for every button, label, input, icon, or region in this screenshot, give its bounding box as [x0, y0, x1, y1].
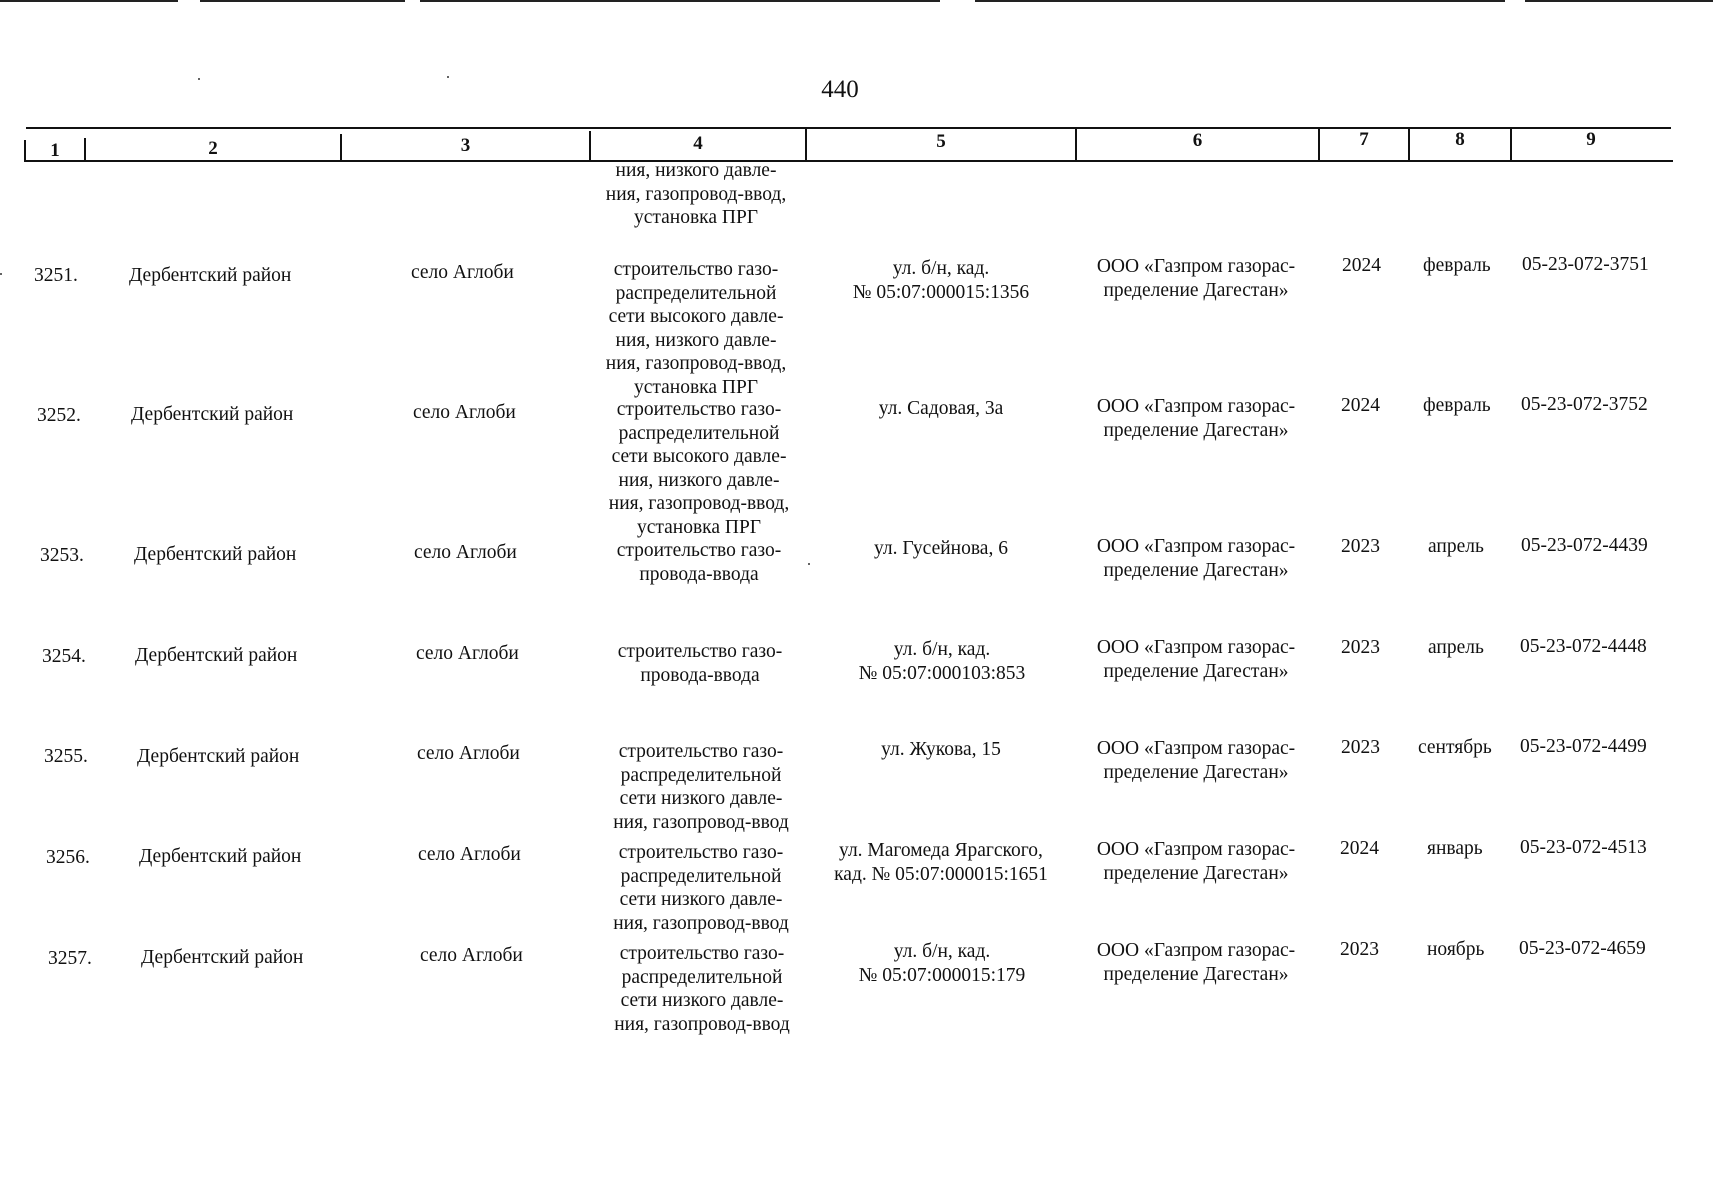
row-settlement: село Аглоби [414, 542, 517, 563]
row-settlement: село Аглоби [418, 844, 521, 865]
description-line: ния, низкого давле- [615, 329, 777, 351]
row-month: сентябрь [1418, 737, 1492, 758]
address-line: ул. Садовая, 3а [878, 398, 1004, 419]
description-line: сети высокого давле- [611, 446, 787, 467]
description-line: сети низкого давле- [620, 990, 784, 1011]
description-line: распределительной [621, 966, 783, 988]
address-line: ул. б/н, кад. [893, 639, 991, 660]
row-description [566, 258, 826, 399]
description-line: распределительной [620, 865, 782, 887]
row-district: Дербентский район [135, 645, 298, 666]
row-year: 2023 [1341, 536, 1380, 557]
address-line: ул. б/н, кад. [893, 941, 991, 962]
row-settlement: село Аглоби [416, 643, 519, 664]
column-header: 1 [50, 140, 60, 161]
row-code: 05-23-072-4448 [1520, 636, 1647, 657]
continuation-line: установка ПРГ [633, 207, 759, 228]
organization-line: пределение Дагестан» [1103, 419, 1289, 441]
scan-edge-line [975, 0, 1505, 2]
row-month: апрель [1428, 536, 1484, 557]
row-address [812, 638, 1072, 685]
row-description [571, 740, 831, 834]
organization-line: пределение Дагестан» [1103, 862, 1289, 884]
row-code: 05-23-072-3752 [1521, 394, 1648, 415]
address-line: кад. № 05:07:000015:1651 [834, 863, 1048, 885]
column-header: 8 [1455, 129, 1465, 150]
description-line: провода-ввода [639, 563, 759, 585]
row-description [569, 539, 829, 586]
description-line: ния, газопровод-ввод [613, 912, 789, 934]
row-address [811, 839, 1071, 886]
row-organization [1066, 838, 1326, 885]
row-settlement: село Аглоби [420, 945, 523, 966]
row-number: 3255. [44, 746, 88, 767]
description-line: провода-ввода [640, 664, 760, 686]
row-number: 3256. [46, 847, 90, 868]
organization-line: пределение Дагестан» [1103, 279, 1289, 301]
address-line: № 05:07:000015:1356 [852, 281, 1030, 303]
page-number: 440 [821, 76, 859, 103]
column-header: 5 [936, 131, 946, 152]
description-line: строительство газо- [613, 259, 779, 280]
row-description [571, 841, 831, 935]
row-organization [1066, 737, 1326, 784]
organization-line: ООО «Газпром газорас- [1096, 738, 1296, 759]
scan-edge-line [420, 0, 940, 2]
description-line: строительство газо- [618, 842, 784, 863]
row-organization [1066, 636, 1326, 683]
column-header: 3 [460, 135, 471, 156]
row-code: 05-23-072-4659 [1519, 938, 1646, 959]
row-month: февраль [1423, 255, 1491, 276]
row-organization [1066, 535, 1326, 582]
row-description [569, 398, 829, 539]
address-line: ул. Жукова, 15 [881, 739, 1001, 760]
row-year: 2024 [1342, 255, 1381, 276]
row-description [572, 942, 832, 1036]
description-line: строительство газо- [617, 641, 783, 662]
organization-line: ООО «Газпром газорас- [1096, 940, 1296, 961]
continuation-text [566, 159, 826, 230]
organization-line: пределение Дагестан» [1103, 761, 1289, 783]
row-number: 3251. [34, 265, 78, 286]
row-address [811, 257, 1071, 304]
row-year: 2023 [1340, 939, 1379, 960]
continuation-line: ния, газопровод-ввод, [605, 183, 787, 205]
organization-line: пределение Дагестан» [1103, 963, 1289, 985]
description-line: распределительной [618, 422, 780, 444]
organization-line: ООО «Газпром газорас- [1096, 839, 1296, 860]
organization-line: пределение Дагестан» [1103, 660, 1289, 682]
row-district: Дербентский район [129, 265, 292, 286]
organization-line: ООО «Газпром газорас- [1096, 256, 1296, 277]
address-line: ул. Магомеда Ярагского, [839, 840, 1043, 861]
organization-line: пределение Дагестан» [1103, 559, 1289, 581]
row-code: 05-23-072-3751 [1522, 254, 1649, 275]
row-address [812, 940, 1072, 987]
row-code: 05-23-072-4439 [1521, 535, 1648, 556]
address-line: № 05:07:000103:853 [858, 662, 1026, 684]
row-settlement: село Аглоби [411, 262, 514, 283]
row-description [570, 640, 830, 687]
row-number: 3252. [37, 405, 81, 426]
row-month: апрель [1428, 637, 1484, 658]
description-line: строительство газо- [618, 741, 784, 762]
description-line: ния, газопровод-ввод [614, 1013, 790, 1035]
row-district: Дербентский район [139, 846, 302, 867]
row-organization [1066, 255, 1326, 302]
scan-edge-line [200, 0, 405, 2]
organization-line: ООО «Газпром газорас- [1096, 637, 1296, 658]
column-header: 4 [693, 133, 703, 154]
row-district: Дербентский район [134, 544, 297, 565]
row-year: 2023 [1341, 737, 1380, 758]
organization-line: ООО «Газпром газорас- [1096, 536, 1296, 557]
description-line: ния, газопровод-ввод, [608, 493, 790, 514]
row-number: 3257. [48, 948, 92, 969]
row-address [811, 397, 1071, 421]
description-line: сети высокого давле- [608, 306, 784, 327]
scan-edge-line [0, 0, 178, 2]
row-month: январь [1427, 838, 1483, 859]
row-month: февраль [1423, 395, 1491, 416]
row-year: 2024 [1340, 838, 1379, 859]
address-line: ул. Гусейнова, 6 [874, 538, 1008, 559]
description-line: установка ПРГ [633, 376, 759, 398]
row-organization [1066, 395, 1326, 442]
column-header: 6 [1192, 130, 1203, 151]
row-address [811, 738, 1071, 762]
description-line: ния, низкого давле- [618, 469, 780, 491]
column-header: 7 [1359, 129, 1369, 150]
description-line: сети низкого давле- [619, 889, 783, 910]
scan-edge-line [1525, 0, 1713, 2]
column-header: 9 [1586, 129, 1596, 150]
row-year: 2023 [1341, 637, 1380, 658]
description-line: ния, газопровод-ввод [613, 811, 789, 833]
address-line: ул. б/н, кад. [892, 258, 990, 279]
description-line: распределительной [620, 764, 782, 786]
row-address [811, 537, 1071, 561]
row-district: Дербентский район [141, 947, 304, 968]
row-district: Дербентский район [131, 404, 294, 425]
description-line: сети низкого давле- [619, 788, 783, 809]
scan-speck [0, 273, 2, 275]
description-line: распределительной [615, 282, 777, 304]
row-code: 05-23-072-4513 [1520, 837, 1647, 858]
row-code: 05-23-072-4499 [1520, 736, 1647, 757]
description-line: строительство газо- [616, 540, 782, 561]
row-year: 2024 [1341, 395, 1380, 416]
description-line: строительство газо- [616, 399, 782, 420]
address-line: № 05:07:000015:179 [858, 964, 1026, 986]
row-number: 3254. [42, 646, 86, 667]
organization-line: ООО «Газпром газорас- [1096, 396, 1296, 417]
row-district: Дербентский район [137, 746, 300, 767]
row-organization [1066, 939, 1326, 986]
description-line: ния, газопровод-ввод, [605, 353, 787, 374]
row-month: ноябрь [1427, 939, 1485, 960]
description-line: строительство газо- [619, 943, 785, 964]
header-bottom-border [24, 160, 1673, 162]
description-line: установка ПРГ [636, 516, 762, 538]
row-settlement: село Аглоби [413, 402, 516, 423]
continuation-line: ния, низкого давле- [615, 160, 777, 181]
row-number: 3253. [40, 545, 84, 566]
column-header: 2 [208, 138, 218, 159]
row-settlement: село Аглоби [417, 743, 520, 764]
